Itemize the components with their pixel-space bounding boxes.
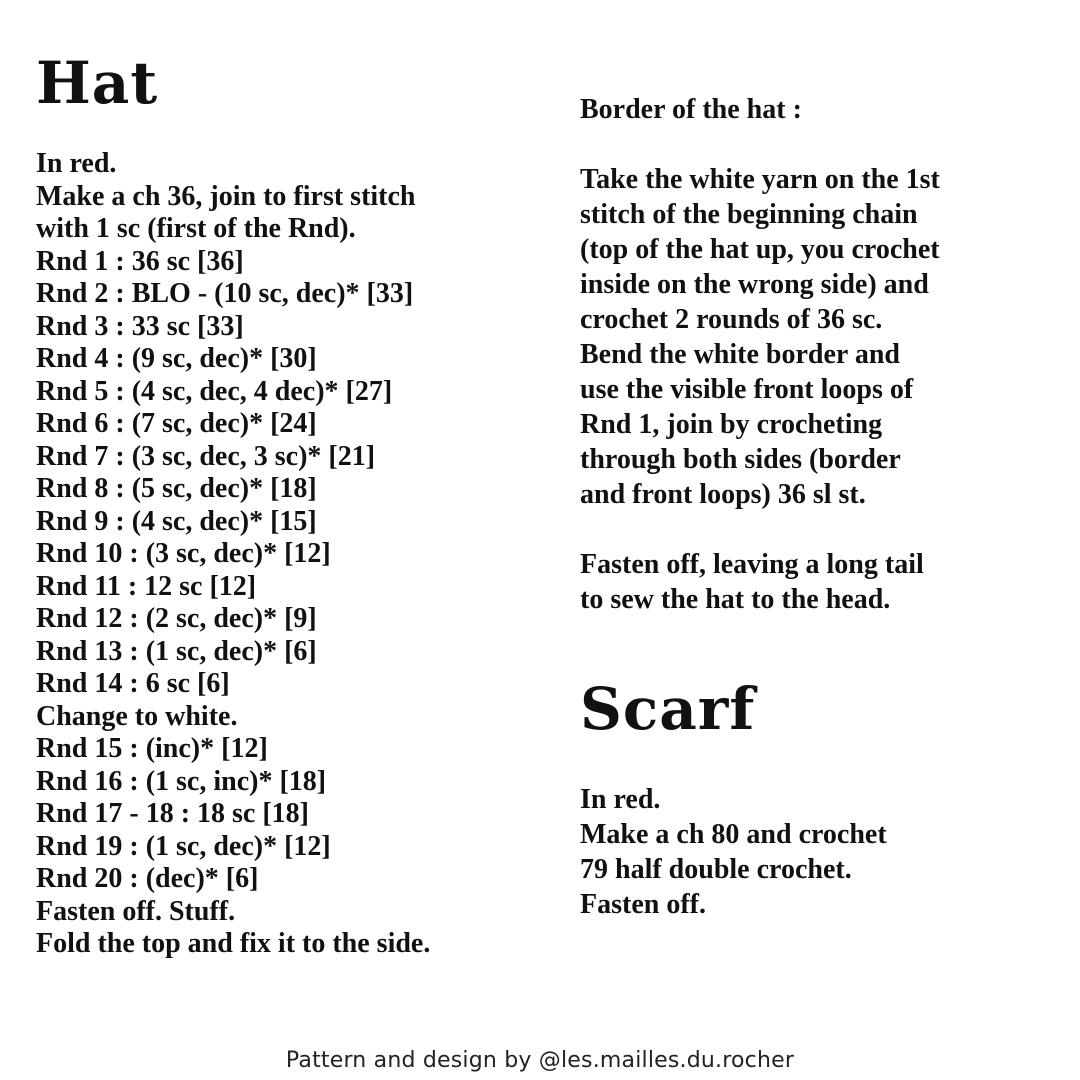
instruction-line: use the visible front loops of (580, 374, 914, 405)
scarf-instructions (580, 782, 887, 922)
fasten-off-instructions (580, 547, 924, 617)
instruction-line: Rnd 13 : (1 sc, dec)* [6] (36, 635, 317, 667)
instruction-line: Rnd 4 : (9 sc, dec)* [30] (36, 343, 317, 374)
instruction-line: inside on the wrong side) and (580, 269, 929, 300)
instruction-line: Bend the white border and (580, 339, 900, 370)
credit-footer: Pattern and design by @les.mailles.du.rocher (285, 1048, 795, 1073)
instruction-line: Rnd 20 : (dec)* [6] (36, 863, 259, 894)
border-instructions (580, 162, 940, 512)
instruction-line: Make a ch 80 and crochet (580, 819, 887, 850)
instruction-line: In red. (36, 148, 117, 179)
instruction-line: Rnd 2 : BLO - (10 sc, dec)* [33] (36, 278, 414, 309)
instruction-line: Rnd 8 : (5 sc, dec)* [18] (36, 473, 317, 504)
border-heading-text: Border of the hat : (580, 94, 802, 125)
instruction-line: with 1 sc (first of the Rnd). (36, 213, 356, 244)
instruction-line: Rnd 5 : (4 sc, dec, 4 dec)* [27] (36, 375, 393, 407)
instruction-line: Rnd 11 : 12 sc [12] (36, 570, 257, 602)
instruction-line: Make a ch 36, join to first stitch (36, 180, 416, 212)
instruction-line: 79 half double crochet. (580, 854, 852, 885)
instruction-line: Rnd 12 : (2 sc, dec)* [9] (36, 603, 317, 634)
instruction-line: Rnd 1, join by crocheting (580, 409, 883, 440)
hat-title: Hat (36, 49, 159, 117)
instruction-line: Take the white yarn on the 1st (580, 164, 940, 195)
instruction-line: Rnd 3 : 33 sc [33] (36, 310, 244, 342)
instruction-line: Rnd 7 : (3 sc, dec, 3 sc)* [21] (36, 440, 376, 472)
instruction-line: Fold the top and fix it to the side. (36, 928, 431, 959)
instruction-line: Rnd 16 : (1 sc, inc)* [18] (36, 765, 327, 797)
instruction-line: stitch of the beginning chain (580, 199, 918, 230)
instruction-line: Rnd 9 : (4 sc, dec)* [15] (36, 505, 317, 537)
instruction-line: Rnd 15 : (inc)* [12] (36, 733, 268, 764)
instruction-line: Rnd 14 : 6 sc [6] (36, 668, 230, 699)
instruction-line: Rnd 10 : (3 sc, dec)* [12] (36, 538, 331, 569)
instruction-line: Rnd 6 : (7 sc, dec)* [24] (36, 408, 317, 439)
instruction-line: In red. (580, 784, 661, 815)
instruction-line: and front loops) 36 sl st. (580, 479, 866, 510)
instruction-line: Fasten off. (580, 889, 706, 920)
instruction-line: crochet 2 rounds of 36 sc. (580, 304, 883, 335)
instruction-line: Rnd 1 : 36 sc [36] (36, 245, 244, 277)
instruction-line: Fasten off, leaving a long tail (580, 549, 924, 580)
instruction-line: (top of the hat up, you crochet (580, 234, 940, 265)
hat-instructions (36, 148, 430, 961)
instruction-line: Change to white. (36, 700, 238, 732)
instruction-line: Fasten off. Stuff. (36, 895, 236, 927)
border-heading (580, 92, 802, 127)
scarf-title: Scarf (580, 675, 756, 743)
instruction-line: through both sides (border (580, 444, 901, 475)
instruction-line: Rnd 17 - 18 : 18 sc [18] (36, 798, 309, 829)
instruction-line: to sew the hat to the head. (580, 584, 891, 615)
instruction-line: Rnd 19 : (1 sc, dec)* [12] (36, 830, 331, 862)
